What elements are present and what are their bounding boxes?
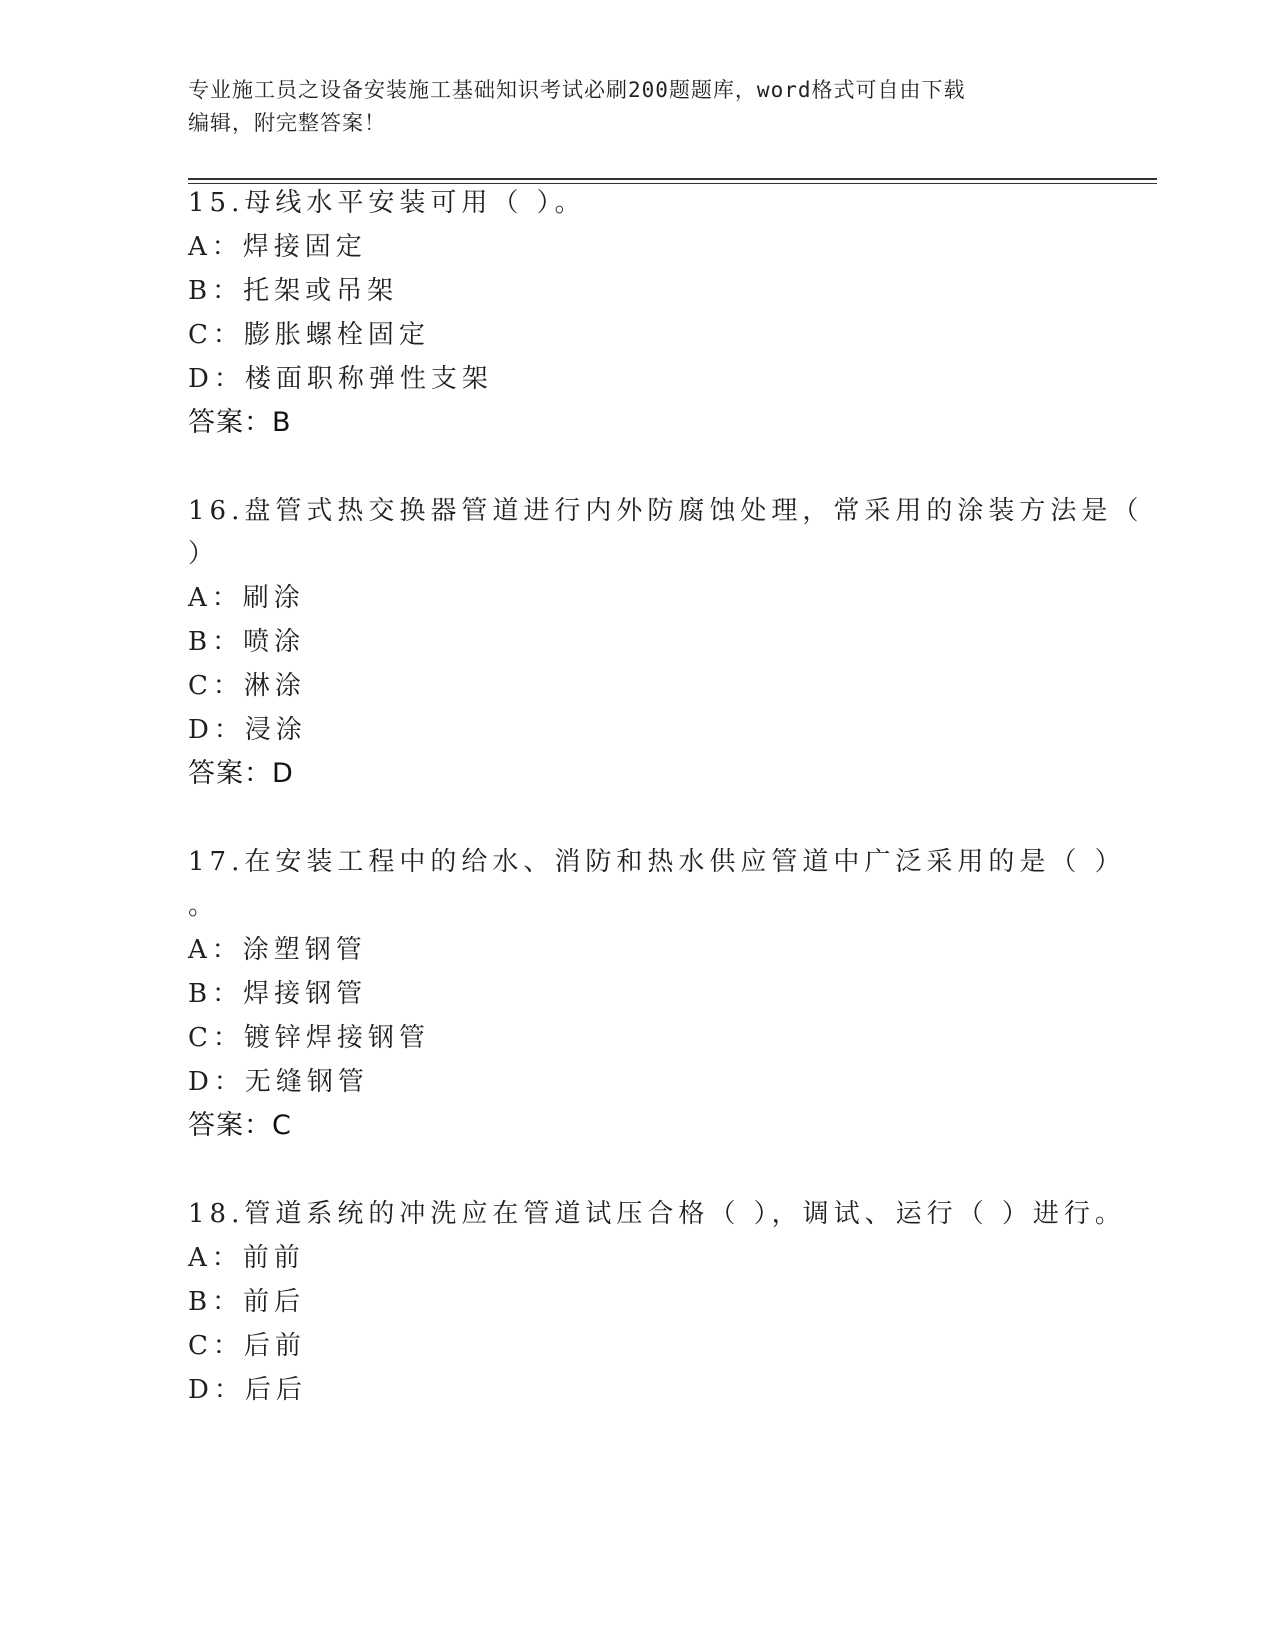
question-18-option-d: D：后后 bbox=[188, 1375, 307, 1405]
header-line-2: 编辑，附完整答案！ bbox=[188, 111, 386, 135]
question-18-option-a: A：前前 bbox=[188, 1243, 305, 1273]
question-17-option-c: C：镀锌焊接钢管 bbox=[188, 1023, 430, 1053]
question-17-stem-line-2: 。 bbox=[188, 891, 220, 921]
header-divider-thin bbox=[188, 183, 1157, 184]
question-18-stem: 18.管道系统的冲洗应在管道试压合格（ ），调试、运行（ ）进行。 bbox=[188, 1199, 1126, 1229]
question-16-stem-line-2: ） bbox=[188, 539, 220, 569]
question-16-option-b: B：喷涂 bbox=[188, 627, 306, 657]
question-16-option-a: A：刷涂 bbox=[188, 583, 305, 613]
question-15-option-a: A：焊接固定 bbox=[188, 232, 367, 262]
question-16-option-d: D：浸涂 bbox=[188, 715, 307, 745]
question-16-option-c: C：淋涂 bbox=[188, 671, 306, 701]
question-16-answer: 答案：D bbox=[188, 758, 294, 789]
question-17-option-b: B：焊接钢管 bbox=[188, 979, 368, 1009]
question-15-option-d: D：楼面职称弹性支架 bbox=[188, 364, 493, 394]
question-17-stem-line-1: 17.在安装工程中的给水、消防和热水供应管道中广泛采用的是（ ） bbox=[188, 847, 1126, 877]
question-16-stem-line-1: 16.盘管式热交换器管道进行内外防腐蚀处理，常采用的涂装方法是（ bbox=[188, 496, 1144, 526]
question-15-answer: 答案：B bbox=[188, 407, 292, 438]
header-divider-thick bbox=[188, 178, 1157, 180]
question-17-answer: 答案：C bbox=[188, 1110, 292, 1141]
document-header bbox=[188, 74, 1088, 140]
question-18-option-b: B：前后 bbox=[188, 1287, 306, 1317]
question-15-option-c: C：膨胀螺栓固定 bbox=[188, 320, 430, 350]
header-line-1: 专业施工员之设备安装施工基础知识考试必刷200题题库，word格式可自由下载 bbox=[188, 78, 966, 102]
question-17-option-d: D：无缝钢管 bbox=[188, 1067, 369, 1097]
question-15-option-b: B：托架或吊架 bbox=[188, 276, 399, 306]
question-18-option-c: C：后前 bbox=[188, 1331, 306, 1361]
question-15-stem: 15.母线水平安装可用（ ）。 bbox=[188, 188, 586, 218]
question-17-option-a: A：涂塑钢管 bbox=[188, 935, 367, 965]
